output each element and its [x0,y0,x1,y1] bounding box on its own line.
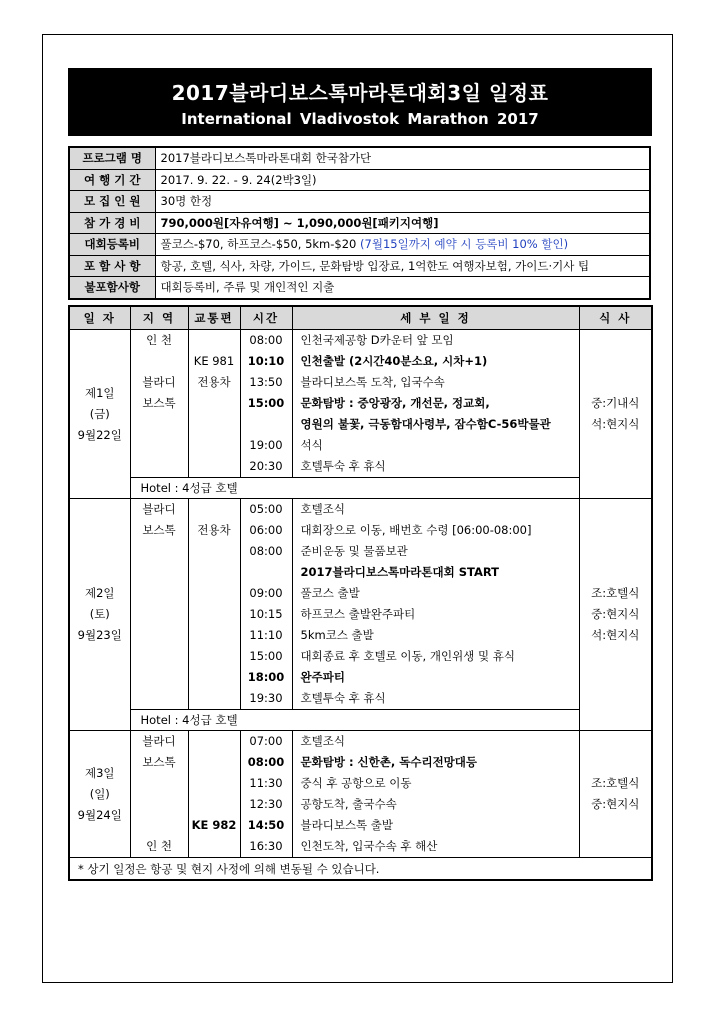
header-detail: 세 부 일 정 [292,306,579,330]
schedule-row [69,815,652,836]
info-row [69,147,650,169]
info-label: 프로그램 명 [69,147,155,169]
program-info-table [68,146,651,300]
region-cell [130,562,188,583]
transport-cell: 전용차 [188,372,240,393]
transport-cell [188,625,240,646]
day-date: 9월23일 [77,628,122,642]
schedule-row [69,435,652,456]
day-cell [69,330,130,499]
hotel-info: Hotel : 4성급 호텔 [130,710,579,731]
transport-cell [188,731,240,753]
info-row [69,255,650,277]
transport-cell [188,414,240,435]
schedule-header-row [69,306,652,330]
schedule-row [69,330,652,352]
detail-cell: 준비운동 및 물품보관 [292,541,579,562]
info-value [155,147,650,169]
detail-cell: 중식 후 공항으로 이동 [292,773,579,794]
region-cell: 보스톡 [130,520,188,541]
detail-cell: 호텔조식 [292,499,579,521]
time-cell: 10:10 [240,351,292,372]
time-cell: 07:00 [240,731,292,753]
footnote-row [69,858,652,881]
detail-cell: 대회종료 후 호텔로 이동, 개인위생 및 휴식 [292,646,579,667]
info-value-text: 790,000원[자유여행] ~ 1,090,000원[패키지여행] [160,215,439,230]
header-date: 일 자 [69,306,130,330]
meal-item: 석:현지식 [591,628,640,642]
info-value [155,191,650,213]
schedule-row [69,794,652,815]
schedule-row [69,562,652,583]
info-value-text: 2017블라디보스톡마라톤대회 한국참가단 [160,151,372,166]
meal-item: 중:기내식 [591,396,640,410]
transport-cell [188,646,240,667]
region-cell [130,604,188,625]
transport-cell [188,688,240,710]
detail-cell: 호텔투숙 후 휴식 [292,456,579,478]
detail-cell: 석식 [292,435,579,456]
region-cell: 블라디 [130,372,188,393]
detail-cell: 호텔조식 [292,731,579,753]
time-cell: 08:00 [240,330,292,352]
transport-cell [188,330,240,352]
region-cell: 인 천 [130,330,188,352]
detail-cell: 공항도착, 출국수속 [292,794,579,815]
region-cell [130,541,188,562]
meal-cell [579,330,652,499]
transport-cell [188,604,240,625]
transport-cell: KE 982 [188,815,240,836]
meal-item: 조:호텔식 [591,776,640,790]
info-value-text: 풀코스-$70, 하프코스-$50, 5km-$20 [160,237,361,252]
info-row [69,212,650,234]
detail-cell: 블라디보스톡 도착, 입국수속 [292,372,579,393]
region-cell [130,646,188,667]
time-cell: 12:30 [240,794,292,815]
info-label: 여 행 기 간 [69,169,155,191]
transport-cell [188,562,240,583]
region-cell: 블라디 [130,499,188,521]
detail-cell: 인천국제공항 D카운터 앞 모임 [292,330,579,352]
detail-cell: 문화탐방 : 신한촌, 독수리전망대등 [292,752,579,773]
transport-cell [188,393,240,414]
info-label: 대회등록비 [69,234,155,256]
page-subtitle: International Vladivostok Marathon 2017 [181,110,539,128]
time-cell: 05:00 [240,499,292,521]
schedule-row [69,773,652,794]
transport-cell [188,456,240,478]
meal-item: 조:호텔식 [591,586,640,600]
schedule-row [69,667,652,688]
day-day-label: 제1일 [84,385,115,400]
transport-cell [188,541,240,562]
region-cell [130,351,188,372]
time-cell: 15:00 [240,393,292,414]
time-cell: 19:30 [240,688,292,710]
info-label: 불포함사항 [69,277,155,299]
day-weekday: (토) [89,607,110,621]
time-cell: 08:00 [240,541,292,562]
time-cell [240,414,292,435]
info-label: 참 가 경 비 [69,212,155,234]
info-value-text: 항공, 호텔, 식사, 차량, 가이드, 문화탐방 입장료, 1억한도 여행자보험, 가이드·기사 팁 [160,258,590,273]
detail-cell: 블라디보스톡 출발 [292,815,579,836]
info-value [155,277,650,299]
hotel-row [69,478,652,499]
schedule-row [69,625,652,646]
region-cell [130,583,188,604]
schedule-row [69,604,652,625]
day-weekday: (금) [89,406,110,421]
detail-cell: 하프코스 출발완주파티 [292,604,579,625]
detail-cell: 영원의 불꽃, 극동함대사령부, 잠수함C-56박물관 [292,414,579,435]
transport-cell [188,794,240,815]
time-cell: 19:00 [240,435,292,456]
detail-cell: 5km코스 출발 [292,625,579,646]
region-cell [130,794,188,815]
schedule-table [68,305,653,881]
region-cell [130,414,188,435]
transport-cell [188,773,240,794]
hotel-info: Hotel : 4성급 호텔 [130,478,579,499]
info-row [69,234,650,256]
info-value-text: 대회등록비, 주류 및 개인적인 지출 [160,280,335,295]
transport-cell: KE 981 [188,351,240,372]
schedule-row [69,731,652,753]
header-transport: 교통편 [188,306,240,330]
schedule-row [69,752,652,773]
time-cell [240,562,292,583]
detail-cell: 문화탐방 : 중앙광장, 개선문, 정교회, [292,393,579,414]
info-value [155,234,650,256]
header-region: 지 역 [130,306,188,330]
info-label: 포 함 사 항 [69,255,155,277]
schedule-row [69,351,652,372]
day-day-label: 제2일 [84,586,115,600]
header-meal: 식 사 [579,306,652,330]
schedule-row [69,456,652,478]
info-value-text: 2017. 9. 22. - 9. 24(2박3일) [160,172,317,187]
schedule-row [69,372,652,393]
region-cell: 보스톡 [130,393,188,414]
transport-cell [188,667,240,688]
schedule-row [69,499,652,521]
time-cell: 11:30 [240,773,292,794]
meal-cell [579,499,652,731]
schedule-row [69,583,652,604]
footnote: * 상기 일정은 항공 및 현지 사정에 의해 변동될 수 있습니다. [69,858,652,881]
info-value [155,255,650,277]
detail-cell: 대회장으로 이동, 배번호 수령 [06:00-08:00] [292,520,579,541]
header-time: 시간 [240,306,292,330]
detail-cell: 완주파티 [292,667,579,688]
transport-cell [188,499,240,521]
region-cell [130,688,188,710]
transport-cell [188,435,240,456]
transport-cell [188,583,240,604]
schedule-row [69,541,652,562]
day-weekday: (일) [89,786,110,801]
detail-cell: 인천도착, 입국수속 후 해산 [292,836,579,858]
region-cell: 보스톡 [130,752,188,773]
transport-cell [188,752,240,773]
transport-cell [188,836,240,858]
title-banner [68,68,652,136]
region-cell [130,773,188,794]
time-cell: 13:50 [240,372,292,393]
time-cell: 15:00 [240,646,292,667]
detail-cell: 풀코스 출발 [292,583,579,604]
detail-cell: 인천출발 (2시간40분소요, 시차+1) [292,351,579,372]
day-cell [69,499,130,731]
meal-cell [579,731,652,858]
day-date: 9월24일 [77,807,122,822]
schedule-row [69,688,652,710]
info-value [155,212,650,234]
info-value [155,169,650,191]
region-cell [130,667,188,688]
day-date: 9월22일 [77,427,122,442]
region-cell: 인 천 [130,836,188,858]
time-cell: 20:30 [240,456,292,478]
time-cell: 16:30 [240,836,292,858]
schedule-row [69,520,652,541]
time-cell: 11:10 [240,625,292,646]
region-cell [130,456,188,478]
detail-cell: 호텔투숙 후 휴식 [292,688,579,710]
info-row [69,191,650,213]
info-row [69,169,650,191]
info-value-text: 30명 한정 [160,194,213,209]
discount-note: (7월15일까지 예약 시 등록비 10% 할인) [360,237,569,252]
transport-cell: 전용차 [188,520,240,541]
time-cell: 18:00 [240,667,292,688]
info-label: 모 집 인 원 [69,191,155,213]
region-cell [130,435,188,456]
region-cell: 블라디 [130,731,188,753]
hotel-row [69,710,652,731]
page-title: 2017블라디보스톡마라톤대회3일 일정표 [171,81,549,105]
region-cell [130,815,188,836]
meal-item: 석:현지식 [591,417,640,431]
time-cell: 14:50 [240,815,292,836]
info-row [69,277,650,299]
detail-cell: 2017블라디보스톡마라톤대회 START [292,562,579,583]
time-cell: 06:00 [240,520,292,541]
schedule-row [69,414,652,435]
meal-item: 중:현지식 [591,797,640,811]
schedule-row [69,836,652,858]
time-cell: 09:00 [240,583,292,604]
meal-item: 중:현지식 [591,607,640,621]
time-cell: 08:00 [240,752,292,773]
day-cell [69,731,130,858]
day-day-label: 제3일 [84,765,115,780]
schedule-row [69,646,652,667]
region-cell [130,625,188,646]
time-cell: 10:15 [240,604,292,625]
schedule-row [69,393,652,414]
